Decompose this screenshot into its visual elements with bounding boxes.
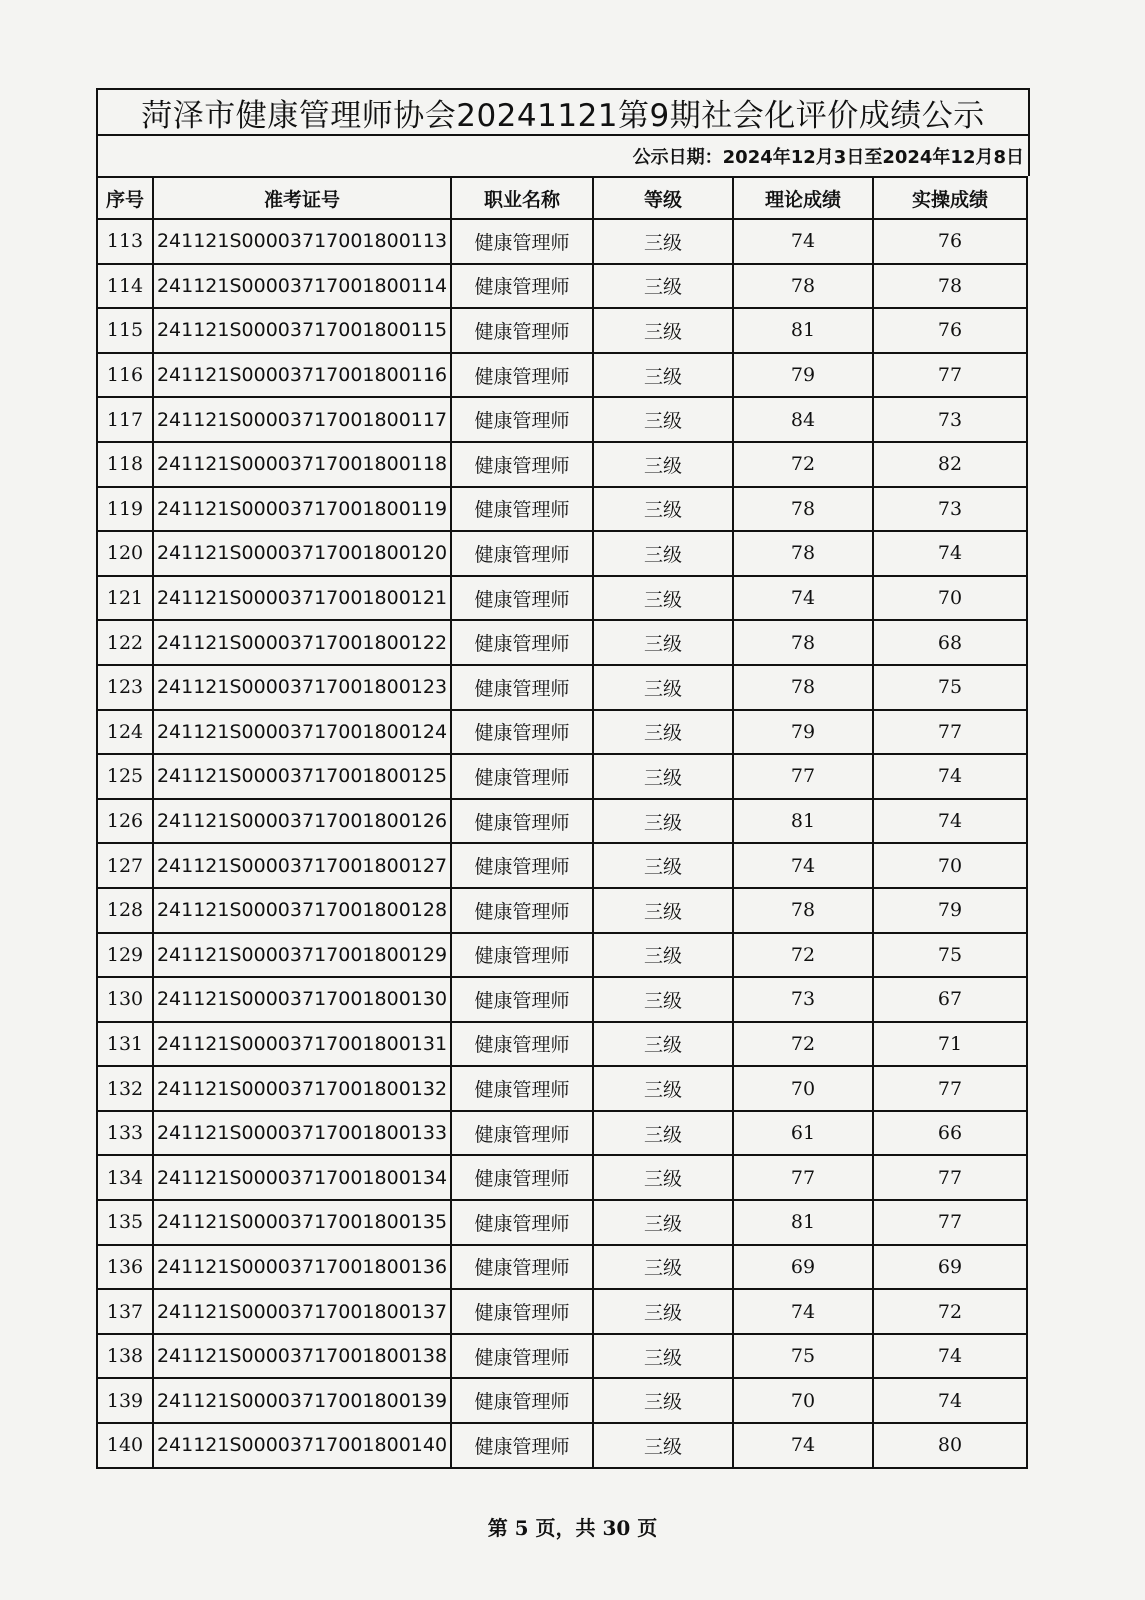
col-header-job: 职业名称 [451, 177, 593, 219]
cell-theory-score: 78 [733, 264, 873, 309]
cell-theory-score: 73 [733, 977, 873, 1022]
cell-exam-id: 241121S00003717001800140 [153, 1423, 451, 1468]
table-row [97, 397, 1027, 442]
cell-theory-score: 84 [733, 397, 873, 442]
cell-no: 115 [97, 308, 153, 353]
cell-practice-score: 82 [873, 442, 1027, 487]
cell-no: 131 [97, 1022, 153, 1067]
cell-theory-score: 79 [733, 710, 873, 755]
cell-job: 健康管理师 [451, 977, 593, 1022]
cell-job: 健康管理师 [451, 308, 593, 353]
publish-date: 公示日期：2024年12月3日至2024年12月8日 [96, 134, 1030, 176]
cell-exam-id: 241121S00003717001800120 [153, 531, 451, 576]
cell-no: 120 [97, 531, 153, 576]
cell-level: 三级 [593, 442, 733, 487]
cell-practice-score: 76 [873, 308, 1027, 353]
cell-level: 三级 [593, 710, 733, 755]
col-header-practice: 实操成绩 [873, 177, 1027, 219]
cell-level: 三级 [593, 1200, 733, 1245]
cell-theory-score: 70 [733, 1378, 873, 1423]
cell-no: 136 [97, 1245, 153, 1290]
cell-theory-score: 78 [733, 620, 873, 665]
cell-job: 健康管理师 [451, 1378, 593, 1423]
cell-level: 三级 [593, 487, 733, 532]
cell-exam-id: 241121S00003717001800139 [153, 1378, 451, 1423]
cell-practice-score: 70 [873, 576, 1027, 621]
score-table [96, 176, 1028, 1469]
col-header-level: 等级 [593, 177, 733, 219]
cell-theory-score: 72 [733, 1022, 873, 1067]
cell-no: 132 [97, 1066, 153, 1111]
cell-exam-id: 241121S00003717001800136 [153, 1245, 451, 1290]
cell-theory-score: 70 [733, 1066, 873, 1111]
cell-job: 健康管理师 [451, 442, 593, 487]
cell-theory-score: 77 [733, 754, 873, 799]
cell-no: 121 [97, 576, 153, 621]
cell-no: 124 [97, 710, 153, 755]
cell-practice-score: 68 [873, 620, 1027, 665]
cell-exam-id: 241121S00003717001800119 [153, 487, 451, 532]
cell-exam-id: 241121S00003717001800125 [153, 754, 451, 799]
cell-level: 三级 [593, 397, 733, 442]
cell-job: 健康管理师 [451, 665, 593, 710]
cell-job: 健康管理师 [451, 576, 593, 621]
cell-job: 健康管理师 [451, 487, 593, 532]
cell-practice-score: 70 [873, 843, 1027, 888]
cell-practice-score: 80 [873, 1423, 1027, 1468]
cell-no: 135 [97, 1200, 153, 1245]
cell-theory-score: 78 [733, 531, 873, 576]
cell-exam-id: 241121S00003717001800115 [153, 308, 451, 353]
cell-job: 健康管理师 [451, 843, 593, 888]
cell-no: 130 [97, 977, 153, 1022]
cell-no: 118 [97, 442, 153, 487]
cell-practice-score: 77 [873, 710, 1027, 755]
cell-no: 128 [97, 888, 153, 933]
cell-level: 三级 [593, 576, 733, 621]
col-header-no: 序号 [97, 177, 153, 219]
cell-job: 健康管理师 [451, 397, 593, 442]
table-row [97, 1334, 1027, 1379]
cell-exam-id: 241121S00003717001800124 [153, 710, 451, 755]
cell-theory-score: 78 [733, 888, 873, 933]
cell-practice-score: 74 [873, 531, 1027, 576]
cell-practice-score: 75 [873, 665, 1027, 710]
cell-practice-score: 74 [873, 1334, 1027, 1379]
cell-exam-id: 241121S00003717001800121 [153, 576, 451, 621]
cell-exam-id: 241121S00003717001800113 [153, 219, 451, 264]
cell-no: 138 [97, 1334, 153, 1379]
cell-level: 三级 [593, 843, 733, 888]
cell-practice-score: 74 [873, 754, 1027, 799]
table-body [97, 219, 1027, 1468]
cell-job: 健康管理师 [451, 888, 593, 933]
cell-no: 137 [97, 1289, 153, 1334]
cell-level: 三级 [593, 754, 733, 799]
cell-exam-id: 241121S00003717001800132 [153, 1066, 451, 1111]
cell-job: 健康管理师 [451, 754, 593, 799]
table-row [97, 442, 1027, 487]
cell-exam-id: 241121S00003717001800135 [153, 1200, 451, 1245]
cell-practice-score: 71 [873, 1022, 1027, 1067]
cell-no: 114 [97, 264, 153, 309]
cell-exam-id: 241121S00003717001800117 [153, 397, 451, 442]
cell-no: 133 [97, 1111, 153, 1156]
cell-level: 三级 [593, 1334, 733, 1379]
cell-exam-id: 241121S00003717001800137 [153, 1289, 451, 1334]
cell-level: 三级 [593, 531, 733, 576]
cell-job: 健康管理师 [451, 710, 593, 755]
cell-exam-id: 241121S00003717001800114 [153, 264, 451, 309]
cell-theory-score: 74 [733, 219, 873, 264]
cell-theory-score: 78 [733, 487, 873, 532]
cell-theory-score: 81 [733, 1200, 873, 1245]
cell-exam-id: 241121S00003717001800131 [153, 1022, 451, 1067]
table-row [97, 264, 1027, 309]
cell-no: 116 [97, 353, 153, 398]
cell-job: 健康管理师 [451, 933, 593, 978]
table-row [97, 1200, 1027, 1245]
cell-no: 113 [97, 219, 153, 264]
cell-level: 三级 [593, 888, 733, 933]
cell-level: 三级 [593, 1111, 733, 1156]
cell-theory-score: 74 [733, 1289, 873, 1334]
cell-job: 健康管理师 [451, 353, 593, 398]
table-row [97, 933, 1027, 978]
cell-theory-score: 81 [733, 799, 873, 844]
cell-practice-score: 77 [873, 1155, 1027, 1200]
cell-exam-id: 241121S00003717001800129 [153, 933, 451, 978]
cell-level: 三级 [593, 799, 733, 844]
cell-level: 三级 [593, 1378, 733, 1423]
cell-exam-id: 241121S00003717001800134 [153, 1155, 451, 1200]
cell-level: 三级 [593, 264, 733, 309]
cell-no: 125 [97, 754, 153, 799]
cell-no: 119 [97, 487, 153, 532]
cell-exam-id: 241121S00003717001800133 [153, 1111, 451, 1156]
cell-practice-score: 75 [873, 933, 1027, 978]
table-row [97, 1155, 1027, 1200]
cell-level: 三级 [593, 620, 733, 665]
table-row [97, 1066, 1027, 1111]
cell-practice-score: 77 [873, 1200, 1027, 1245]
table-row [97, 754, 1027, 799]
cell-practice-score: 79 [873, 888, 1027, 933]
cell-exam-id: 241121S00003717001800126 [153, 799, 451, 844]
cell-theory-score: 74 [733, 843, 873, 888]
cell-theory-score: 72 [733, 933, 873, 978]
cell-exam-id: 241121S00003717001800123 [153, 665, 451, 710]
cell-level: 三级 [593, 1423, 733, 1468]
cell-practice-score: 74 [873, 799, 1027, 844]
cell-job: 健康管理师 [451, 1022, 593, 1067]
cell-no: 134 [97, 1155, 153, 1200]
cell-level: 三级 [593, 1289, 733, 1334]
cell-job: 健康管理师 [451, 1200, 593, 1245]
table-row [97, 620, 1027, 665]
table-row [97, 888, 1027, 933]
cell-theory-score: 81 [733, 308, 873, 353]
cell-exam-id: 241121S00003717001800122 [153, 620, 451, 665]
cell-no: 127 [97, 843, 153, 888]
page-footer: 第 5 页，共 30 页 [487, 1516, 658, 1540]
table-row [97, 843, 1027, 888]
table-header-row [97, 177, 1027, 219]
cell-theory-score: 79 [733, 353, 873, 398]
cell-level: 三级 [593, 353, 733, 398]
table-row [97, 710, 1027, 755]
table-row [97, 353, 1027, 398]
table-row [97, 799, 1027, 844]
cell-job: 健康管理师 [451, 1423, 593, 1468]
table-row [97, 1022, 1027, 1067]
cell-no: 139 [97, 1378, 153, 1423]
table-row [97, 531, 1027, 576]
cell-job: 健康管理师 [451, 1289, 593, 1334]
cell-job: 健康管理师 [451, 799, 593, 844]
cell-practice-score: 74 [873, 1378, 1027, 1423]
cell-level: 三级 [593, 308, 733, 353]
cell-no: 126 [97, 799, 153, 844]
cell-level: 三级 [593, 1245, 733, 1290]
cell-practice-score: 73 [873, 487, 1027, 532]
cell-theory-score: 75 [733, 1334, 873, 1379]
cell-practice-score: 77 [873, 1066, 1027, 1111]
cell-exam-id: 241121S00003717001800127 [153, 843, 451, 888]
cell-job: 健康管理师 [451, 219, 593, 264]
cell-level: 三级 [593, 1066, 733, 1111]
cell-exam-id: 241121S00003717001800130 [153, 977, 451, 1022]
cell-level: 三级 [593, 219, 733, 264]
cell-practice-score: 72 [873, 1289, 1027, 1334]
cell-theory-score: 61 [733, 1111, 873, 1156]
cell-practice-score: 76 [873, 219, 1027, 264]
cell-no: 140 [97, 1423, 153, 1468]
cell-level: 三级 [593, 665, 733, 710]
cell-practice-score: 77 [873, 353, 1027, 398]
table-row [97, 1111, 1027, 1156]
cell-theory-score: 72 [733, 442, 873, 487]
cell-theory-score: 74 [733, 576, 873, 621]
cell-theory-score: 78 [733, 665, 873, 710]
cell-practice-score: 66 [873, 1111, 1027, 1156]
table-row [97, 1289, 1027, 1334]
document-title: 菏泽市健康管理师协会20241121第9期社会化评价成绩公示 [96, 88, 1030, 134]
table-row [97, 1378, 1027, 1423]
cell-no: 123 [97, 665, 153, 710]
cell-no: 122 [97, 620, 153, 665]
cell-no: 129 [97, 933, 153, 978]
cell-job: 健康管理师 [451, 620, 593, 665]
cell-job: 健康管理师 [451, 1111, 593, 1156]
cell-level: 三级 [593, 977, 733, 1022]
cell-practice-score: 67 [873, 977, 1027, 1022]
cell-job: 健康管理师 [451, 1066, 593, 1111]
table-row [97, 308, 1027, 353]
table-row [97, 665, 1027, 710]
table-row [97, 487, 1027, 532]
cell-theory-score: 74 [733, 1423, 873, 1468]
cell-exam-id: 241121S00003717001800138 [153, 1334, 451, 1379]
cell-job: 健康管理师 [451, 1155, 593, 1200]
cell-level: 三级 [593, 1155, 733, 1200]
col-header-id: 准考证号 [153, 177, 451, 219]
cell-practice-score: 73 [873, 397, 1027, 442]
cell-practice-score: 78 [873, 264, 1027, 309]
table-row [97, 1245, 1027, 1290]
cell-theory-score: 77 [733, 1155, 873, 1200]
cell-exam-id: 241121S00003717001800116 [153, 353, 451, 398]
cell-no: 117 [97, 397, 153, 442]
table-row [97, 977, 1027, 1022]
cell-job: 健康管理师 [451, 264, 593, 309]
cell-exam-id: 241121S00003717001800118 [153, 442, 451, 487]
cell-job: 健康管理师 [451, 1334, 593, 1379]
table-row [97, 576, 1027, 621]
cell-job: 健康管理师 [451, 531, 593, 576]
cell-level: 三级 [593, 1022, 733, 1067]
cell-practice-score: 69 [873, 1245, 1027, 1290]
col-header-theory: 理论成绩 [733, 177, 873, 219]
cell-job: 健康管理师 [451, 1245, 593, 1290]
cell-exam-id: 241121S00003717001800128 [153, 888, 451, 933]
table-row [97, 219, 1027, 264]
cell-level: 三级 [593, 933, 733, 978]
table-row [97, 1423, 1027, 1468]
cell-theory-score: 69 [733, 1245, 873, 1290]
score-sheet [96, 88, 1030, 1469]
